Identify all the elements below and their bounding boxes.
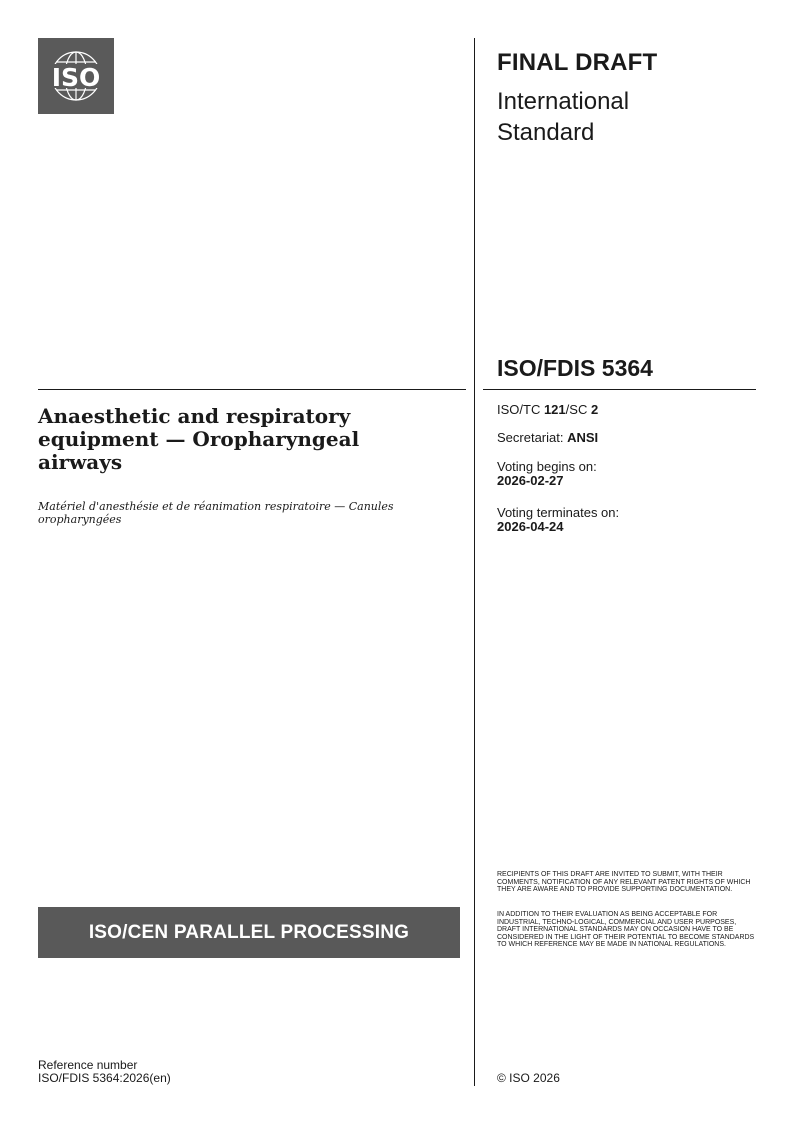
voting-terminates — [497, 506, 757, 534]
right-rule — [483, 389, 756, 390]
standard-number: ISO/FDIS 5364 — [497, 355, 653, 381]
voting-begins — [497, 460, 757, 488]
reference-number: ISO/FDIS 5364:2026(en) — [38, 1071, 171, 1085]
copyright-notice: © ISO 2026 — [497, 1071, 560, 1085]
voting-terminates-date: 2026-04-24 — [497, 519, 564, 534]
reference-number-label: Reference number — [38, 1058, 138, 1072]
parallel-processing-banner: ISO/CEN PARALLEL PROCESSING — [38, 907, 460, 958]
document-type-line-2: Standard — [497, 119, 595, 146]
document-subtitle-french: Matériel d'anesthésie et de réanimation respiratoire — Canules oropharyngées — [38, 500, 394, 526]
evaluation-notice: IN ADDITION TO THEIR EVALUATION AS BEING ACCEPTABLE FOR INDUSTRIAL, TECHNO-LOGICAL, COMMERCIAL AND USER PURPOSES, DRAFT INTERNATIONAL STANDARDS MAY ON OCCASION HAVE TO BE CONSIDERED IN THE LIGHT OF THEIR POTENTIAL TO BECOME STANDARDS TO WHICH REFERENCE MAY BE MADE IN NATIONAL REGULATIONS. — [497, 911, 755, 948]
final-draft-heading: FINAL DRAFT — [497, 49, 658, 76]
iso-logo — [38, 38, 114, 114]
iso-logo-text: ISO — [51, 63, 101, 92]
column-divider — [474, 38, 475, 1086]
secretariat-label: Secretariat: — [497, 430, 568, 445]
iso-globe-logo-icon — [38, 38, 114, 114]
secretariat — [497, 431, 757, 445]
document-title: Anaesthetic and respiratory equipment — Oropharyngeal airways — [38, 404, 360, 474]
tc-prefix: ISO/TC — [497, 402, 544, 417]
document-type — [497, 86, 757, 148]
sc-prefix: /SC — [565, 402, 591, 417]
voting-begins-label: Voting begins on: — [497, 459, 597, 474]
voting-terminates-label: Voting terminates on: — [497, 505, 620, 520]
tc-number: 121 — [543, 402, 566, 417]
document-type-line-1: International — [497, 88, 630, 115]
secretariat-value: ANSI — [567, 430, 599, 445]
left-rule — [38, 389, 466, 390]
voting-begins-date: 2026-02-27 — [497, 473, 564, 488]
technical-committee — [497, 403, 757, 417]
sc-number: 2 — [590, 402, 599, 417]
patent-notice: RECIPIENTS OF THIS DRAFT ARE INVITED TO SUBMIT, WITH THEIR COMMENTS, NOTIFICATION OF ANY RELEVANT PATENT RIGHTS OF WHICH THEY ARE AWARE AND TO PROVIDE SUPPORTING DOCUMENTATION. — [497, 871, 751, 893]
